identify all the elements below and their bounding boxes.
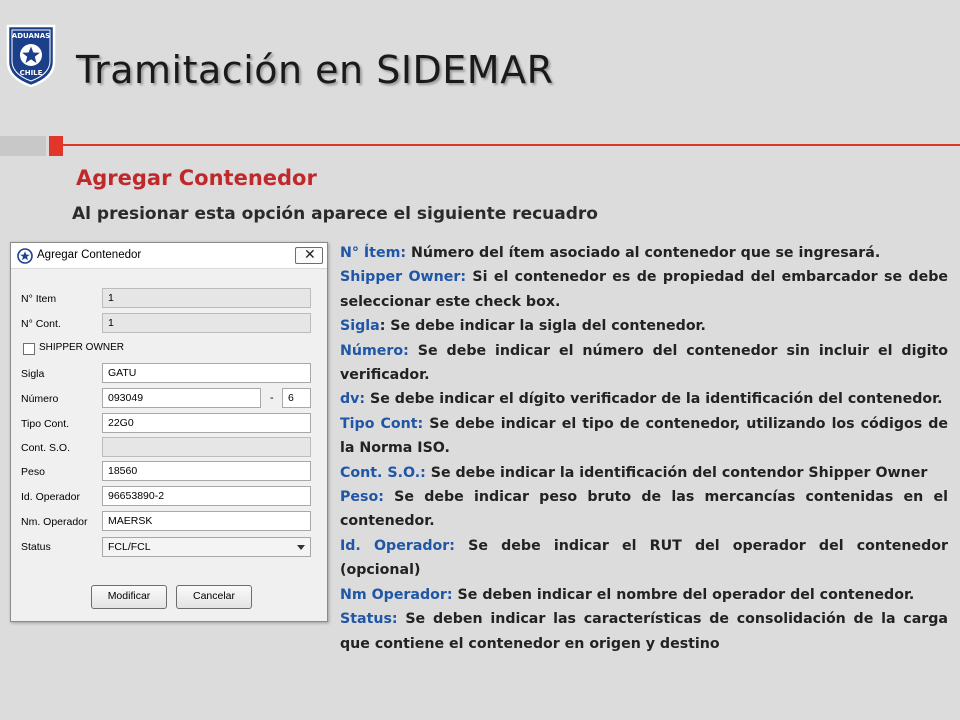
nm-operador-input[interactable]: MAERSK — [102, 511, 311, 531]
star-badge-icon — [17, 248, 33, 264]
title-bar-gray-block — [0, 136, 46, 156]
shipper-owner-label: SHIPPER OWNER — [39, 342, 125, 353]
section-subtitle: Agregar Contenedor — [76, 166, 317, 190]
sigla-label: Sigla — [21, 368, 45, 380]
agregar-contenedor-dialog — [10, 242, 328, 622]
dv-input[interactable]: 6 — [282, 388, 311, 408]
item-field: 1 — [102, 288, 311, 308]
close-icon: ✕ — [304, 246, 316, 262]
intro-text: Al presionar esta opción aparece el siguiente recuadro — [72, 204, 598, 224]
shipper-owner-checkbox[interactable] — [23, 343, 35, 355]
tipo-cont-label: Tipo Cont. — [21, 418, 70, 430]
desc-sigla — [340, 314, 948, 338]
status-select[interactable] — [102, 537, 311, 557]
numero-label: Número — [21, 393, 59, 405]
desc-text: Se debe indicar el dígito verificador de la identificación del contenedor. — [365, 391, 943, 408]
desc-shipper-owner — [340, 265, 948, 314]
dialog-titlebar — [11, 243, 327, 269]
desc-term: Cont. S.O.: — [340, 464, 426, 481]
desc-text: Si el contenedor es de propiedad del embarcador se debe seleccionar este check box. — [340, 269, 948, 310]
desc-term: Peso: — [340, 489, 384, 506]
slide-title: Tramitación en SIDEMAR — [76, 48, 554, 92]
nm-operador-label: Nm. Operador — [21, 516, 88, 528]
desc-term: dv: — [340, 391, 366, 408]
desc-text: Se deben indicar el nombre del operador del contenedor. — [452, 586, 915, 603]
numero-input[interactable]: 093049 — [102, 388, 261, 408]
peso-input[interactable]: 18560 — [102, 461, 311, 481]
desc-term: Nm Operador: — [340, 586, 453, 603]
cont-field: 1 — [102, 313, 311, 333]
cont-label: N° Cont. — [21, 318, 61, 330]
logo-top-text: ADUANAS — [11, 32, 51, 40]
desc-status — [340, 607, 948, 656]
desc-text: Se debe indicar el número del contenedor sin incluir el digito verificador. — [340, 342, 948, 384]
desc-id-operador — [340, 534, 948, 583]
desc-term: Id. Operador: — [340, 537, 455, 554]
desc-text: Se deben indicar las características de consolidación de la carga que contiene el contenedor en origen y destino — [340, 611, 948, 652]
desc-text: Se debe indicar la identificación del contendor Shipper Owner — [425, 464, 928, 481]
desc-term: Tipo Cont: — [340, 415, 424, 432]
desc-text: Se debe indicar peso bruto de las mercancías contenidas en el contenedor. — [340, 489, 948, 530]
cancelar-button[interactable]: Cancelar — [176, 585, 252, 609]
desc-peso — [340, 485, 948, 534]
tipo-cont-input[interactable]: 22G0 — [102, 413, 311, 433]
desc-term: Sigla — [340, 318, 380, 335]
desc-text: Se debe indicar el tipo de contenedor, utilizando los códigos de la Norma ISO. — [340, 415, 948, 457]
desc-text: : Se debe indicar la sigla del contenedor. — [379, 318, 706, 335]
desc-term: Shipper Owner: — [340, 269, 467, 286]
status-label: Status — [21, 541, 51, 553]
title-bar-red-block — [49, 136, 63, 156]
status-selected-value: FCL/FCL — [108, 541, 151, 553]
desc-text: Se debe indicar el RUT del operador del contenedor (opcional) — [340, 537, 949, 579]
desc-term: N° Ítem: — [340, 245, 407, 261]
aduanas-logo — [4, 22, 58, 88]
cont-so-label: Cont. S.O. — [21, 442, 71, 454]
title-underline — [63, 144, 960, 146]
field-descriptions — [340, 241, 948, 656]
chevron-down-icon — [297, 545, 305, 550]
desc-tipo-cont — [340, 412, 948, 461]
desc-text: Número del ítem asociado al contenedor que se ingresará. — [406, 245, 881, 261]
desc-cont-so — [340, 461, 948, 485]
numero-dv-separator: - — [270, 392, 274, 404]
dialog-title: Agregar Contenedor — [37, 249, 142, 261]
modificar-button[interactable]: Modificar — [91, 585, 167, 609]
id-operador-input[interactable]: 96653890-2 — [102, 486, 311, 506]
close-button[interactable] — [295, 247, 323, 264]
desc-term: Número: — [340, 342, 409, 359]
desc-nm-operador — [340, 583, 948, 607]
peso-label: Peso — [21, 466, 45, 478]
id-operador-label: Id. Operador — [21, 491, 80, 503]
desc-term: Status: — [340, 611, 398, 628]
item-label: N° Item — [21, 293, 57, 305]
desc-item — [340, 241, 948, 265]
desc-numero — [340, 339, 948, 388]
logo-bottom-text: CHILE — [19, 69, 43, 77]
desc-dv — [340, 387, 948, 411]
sigla-input[interactable]: GATU — [102, 363, 311, 383]
cont-so-field — [102, 437, 311, 457]
